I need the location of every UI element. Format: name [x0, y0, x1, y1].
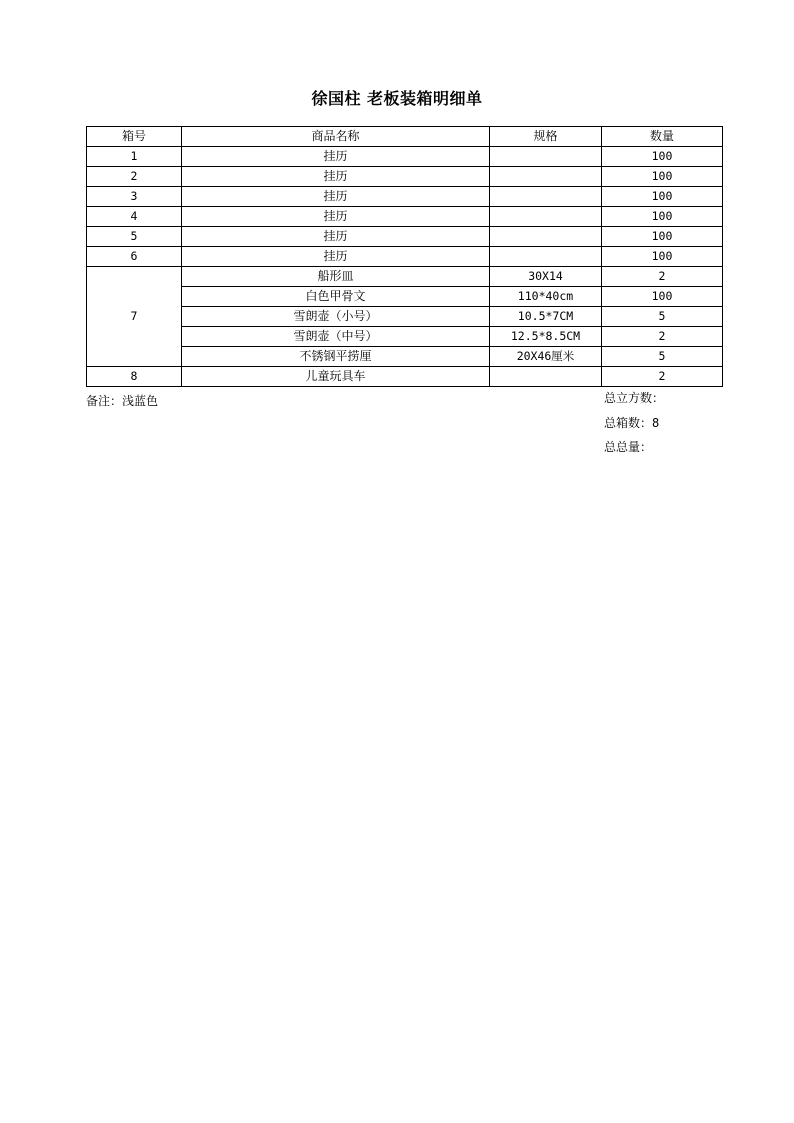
cell-quantity: 2 [602, 267, 723, 287]
cell-spec [490, 187, 602, 207]
cell-spec [490, 207, 602, 227]
cell-product-name: 挂历 [182, 207, 490, 227]
table-header-row [87, 127, 723, 147]
cell-box-no: 2 [87, 167, 182, 187]
cell-spec [490, 147, 602, 167]
cell-spec: 110*40cm [490, 287, 602, 307]
cell-product-name: 雪朗壶（中号） [182, 327, 490, 347]
table-row [87, 347, 723, 367]
table-row [87, 287, 723, 307]
header-box-no: 箱号 [87, 127, 182, 147]
cell-quantity: 100 [602, 247, 723, 267]
cell-quantity: 5 [602, 307, 723, 327]
cell-product-name: 挂历 [182, 247, 490, 267]
cell-product-name: 船形皿 [182, 267, 490, 287]
page-title: 徐国柱 老板装箱明细单 [311, 89, 483, 108]
cell-box-no: 6 [87, 247, 182, 267]
cell-quantity: 2 [602, 367, 723, 387]
header-product-name: 商品名称 [182, 127, 490, 147]
cell-quantity: 100 [602, 147, 723, 167]
total-weight-line [604, 438, 652, 455]
cell-spec: 20X46厘米 [490, 347, 602, 367]
table-row [87, 367, 723, 387]
cell-box-no-merged: 7 [87, 267, 182, 367]
table-row [87, 147, 723, 167]
table-row [87, 247, 723, 267]
remark-note: 备注：浅蓝色 [86, 394, 159, 408]
header-spec: 规格 [490, 127, 602, 147]
cell-quantity: 5 [602, 347, 723, 367]
table-row [87, 227, 723, 247]
cell-product-name: 白色甲骨文 [182, 287, 490, 307]
cell-product-name: 儿童玩具车 [182, 367, 490, 387]
cell-quantity: 100 [602, 227, 723, 247]
cell-product-name: 挂历 [182, 147, 490, 167]
table-row [87, 207, 723, 227]
cell-spec [490, 167, 602, 187]
cell-quantity: 2 [602, 327, 723, 347]
table-row [87, 307, 723, 327]
cell-spec [490, 367, 602, 387]
cell-spec: 12.5*8.5CM [490, 327, 602, 347]
cell-product-name: 挂历 [182, 167, 490, 187]
cell-box-no: 4 [87, 207, 182, 227]
packing-list-table [86, 126, 723, 387]
cell-box-no: 3 [87, 187, 182, 207]
cell-product-name: 雪朗壶（小号） [182, 307, 490, 327]
table-row [87, 327, 723, 347]
cell-box-no: 8 [87, 367, 182, 387]
cell-spec: 10.5*7CM [490, 307, 602, 327]
cell-box-no: 5 [87, 227, 182, 247]
cell-box-no: 1 [87, 147, 182, 167]
total-volume-label: 总立方数： [604, 391, 665, 405]
cell-quantity: 100 [602, 167, 723, 187]
cell-spec: 30X14 [490, 267, 602, 287]
cell-quantity: 100 [602, 207, 723, 227]
table-row [87, 267, 723, 287]
total-weight-label: 总总量： [604, 440, 653, 454]
cell-spec [490, 227, 602, 247]
table-row [87, 187, 723, 207]
total-boxes-line [604, 414, 659, 431]
total-boxes-label: 总箱数： [604, 416, 653, 430]
cell-product-name: 挂历 [182, 187, 490, 207]
total-volume-line [604, 389, 664, 406]
total-boxes-value: 8 [652, 416, 660, 430]
cell-quantity: 100 [602, 187, 723, 207]
table-row [87, 167, 723, 187]
cell-product-name: 挂历 [182, 227, 490, 247]
header-quantity: 数量 [602, 127, 723, 147]
cell-quantity: 100 [602, 287, 723, 307]
cell-product-name: 不锈钢平捞厘 [182, 347, 490, 367]
cell-spec [490, 247, 602, 267]
